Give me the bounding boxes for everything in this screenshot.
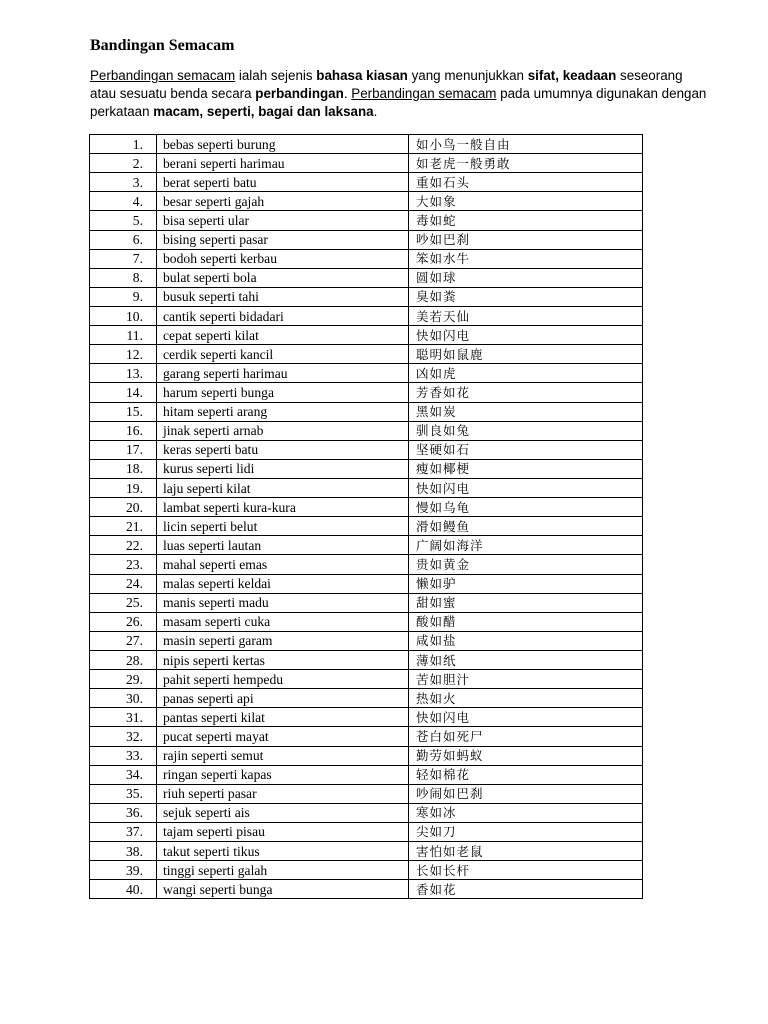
intro-text: . [373,104,378,119]
row-number: 39. [90,861,157,880]
table-row [90,631,643,650]
table-row [90,306,643,325]
chinese-phrase: 热如火 [409,689,643,708]
malay-phrase: pantas seperti kilat [157,708,409,727]
row-number: 22. [90,536,157,555]
table-row [90,402,643,421]
malay-phrase: cantik seperti bidadari [157,306,409,325]
table-row [90,612,643,631]
row-number: 4. [90,192,157,211]
malay-phrase: wangi seperti bunga [157,880,409,899]
intro-bold: macam, seperti, bagai dan laksana [153,104,374,119]
table-row [90,459,643,478]
table-row [90,708,643,727]
table-row [90,364,643,383]
malay-phrase: manis seperti madu [157,593,409,612]
table-row [90,784,643,803]
malay-phrase: busuk seperti tahi [157,287,409,306]
table-row [90,555,643,574]
chinese-phrase: 如老虎一般勇敢 [409,154,643,173]
chinese-phrase: 薄如纸 [409,650,643,669]
table-row [90,173,643,192]
table-row [90,498,643,517]
chinese-phrase: 酸如醋 [409,612,643,631]
malay-phrase: pahit seperti hempedu [157,670,409,689]
table-row [90,880,643,899]
row-number: 10. [90,306,157,325]
table-row [90,345,643,364]
row-number: 21. [90,517,157,536]
chinese-phrase: 毒如蛇 [409,211,643,230]
row-number: 17. [90,440,157,459]
row-number: 27. [90,631,157,650]
chinese-phrase: 快如闪电 [409,478,643,497]
simile-table [89,134,643,899]
row-number: 33. [90,746,157,765]
page-title: Bandingan Semacam [90,37,235,54]
row-number: 12. [90,345,157,364]
malay-phrase: cerdik seperti kancil [157,345,409,364]
row-number: 23. [90,555,157,574]
intro-paragraph [90,67,710,121]
chinese-phrase: 贵如黄金 [409,555,643,574]
table-row [90,861,643,880]
chinese-phrase: 重如石头 [409,173,643,192]
malay-phrase: masin seperti garam [157,631,409,650]
table-row [90,383,643,402]
row-number: 29. [90,670,157,689]
row-number: 13. [90,364,157,383]
table-row [90,192,643,211]
row-number: 11. [90,326,157,345]
malay-phrase: mahal seperti emas [157,555,409,574]
row-number: 28. [90,650,157,669]
malay-phrase: berat seperti batu [157,173,409,192]
row-number: 36. [90,803,157,822]
row-number: 31. [90,708,157,727]
intro-text: ialah sejenis [235,68,317,83]
malay-phrase: laju seperti kilat [157,478,409,497]
malay-phrase: tajam seperti pisau [157,822,409,841]
chinese-phrase: 吵如巴刹 [409,230,643,249]
malay-phrase: bisa seperti ular [157,211,409,230]
row-number: 18. [90,459,157,478]
malay-phrase: keras seperti batu [157,440,409,459]
row-number: 32. [90,727,157,746]
table-row [90,842,643,861]
chinese-phrase: 驯良如兔 [409,421,643,440]
malay-phrase: bising seperti pasar [157,230,409,249]
malay-phrase: harum seperti bunga [157,383,409,402]
chinese-phrase: 害怕如老鼠 [409,842,643,861]
table-row [90,536,643,555]
malay-phrase: garang seperti harimau [157,364,409,383]
chinese-phrase: 苍白如死尸 [409,727,643,746]
row-number: 15. [90,402,157,421]
table-row [90,593,643,612]
intro-text: pada umumnya digunakan dengan perkataan [90,86,707,119]
malay-phrase: lambat seperti kura-kura [157,498,409,517]
chinese-phrase: 瘦如椰梗 [409,459,643,478]
row-number: 6. [90,230,157,249]
intro-term: Perbandingan semacam [90,68,236,83]
row-number: 2. [90,154,157,173]
row-number: 37. [90,822,157,841]
table-row [90,326,643,345]
chinese-phrase: 尖如刀 [409,822,643,841]
table-row [90,765,643,784]
malay-phrase: bulat seperti bola [157,268,409,287]
row-number: 26. [90,612,157,631]
table-row [90,650,643,669]
chinese-phrase: 咸如盐 [409,631,643,650]
chinese-phrase: 笨如水牛 [409,249,643,268]
malay-phrase: ringan seperti kapas [157,765,409,784]
row-number: 3. [90,173,157,192]
table-row [90,822,643,841]
table-row [90,803,643,822]
malay-phrase: licin seperti belut [157,517,409,536]
table-row [90,440,643,459]
chinese-phrase: 吵闹如巴刹 [409,784,643,803]
chinese-phrase: 聪明如鼠鹿 [409,345,643,364]
malay-phrase: bodoh seperti kerbau [157,249,409,268]
table-row [90,135,643,154]
row-number: 24. [90,574,157,593]
row-number: 9. [90,287,157,306]
row-number: 38. [90,842,157,861]
table-row [90,517,643,536]
chinese-phrase: 懒如驴 [409,574,643,593]
table-row [90,746,643,765]
chinese-phrase: 香如花 [409,880,643,899]
intro-term: Perbandingan semacam [351,86,497,101]
chinese-phrase: 勤劳如蚂蚁 [409,746,643,765]
chinese-phrase: 芳香如花 [409,383,643,402]
row-number: 25. [90,593,157,612]
intro-text: seseorang atau sesuatu benda secara [90,68,683,101]
chinese-phrase: 美若天仙 [409,306,643,325]
row-number: 8. [90,268,157,287]
malay-phrase: masam seperti cuka [157,612,409,631]
chinese-phrase: 如小鸟一般自由 [409,135,643,154]
table-row [90,727,643,746]
chinese-phrase: 甜如蜜 [409,593,643,612]
malay-phrase: besar seperti gajah [157,192,409,211]
table-row [90,421,643,440]
chinese-phrase: 长如长杆 [409,861,643,880]
table-row [90,574,643,593]
malay-phrase: tinggi seperti galah [157,861,409,880]
row-number: 35. [90,784,157,803]
intro-bold: perbandingan [255,86,344,101]
chinese-phrase: 轻如棉花 [409,765,643,784]
row-number: 7. [90,249,157,268]
chinese-phrase: 滑如鳗鱼 [409,517,643,536]
malay-phrase: malas seperti keldai [157,574,409,593]
malay-phrase: panas seperti api [157,689,409,708]
table-row [90,689,643,708]
table-row [90,287,643,306]
malay-phrase: jinak seperti arnab [157,421,409,440]
chinese-phrase: 坚硬如石 [409,440,643,459]
chinese-phrase: 慢如乌龟 [409,498,643,517]
chinese-phrase: 凶如虎 [409,364,643,383]
table-row [90,249,643,268]
chinese-phrase: 快如闪电 [409,708,643,727]
chinese-phrase: 圆如球 [409,268,643,287]
table-row [90,670,643,689]
row-number: 30. [90,689,157,708]
malay-phrase: riuh seperti pasar [157,784,409,803]
table-row [90,230,643,249]
malay-phrase: bebas seperti burung [157,135,409,154]
chinese-phrase: 大如象 [409,192,643,211]
row-number: 16. [90,421,157,440]
malay-phrase: hitam seperti arang [157,402,409,421]
table-row [90,478,643,497]
intro-text: yang menunjukkan [407,68,528,83]
chinese-phrase: 黑如炭 [409,402,643,421]
row-number: 1. [90,135,157,154]
chinese-phrase: 快如闪电 [409,326,643,345]
malay-phrase: takut seperti tikus [157,842,409,861]
malay-phrase: sejuk seperti ais [157,803,409,822]
chinese-phrase: 臭如粪 [409,287,643,306]
intro-bold: bahasa kiasan [316,68,408,83]
chinese-phrase: 广阔如海洋 [409,536,643,555]
malay-phrase: kurus seperti lidi [157,459,409,478]
intro-text: . [343,86,352,101]
row-number: 20. [90,498,157,517]
row-number: 19. [90,478,157,497]
chinese-phrase: 寒如冰 [409,803,643,822]
malay-phrase: pucat seperti mayat [157,727,409,746]
malay-phrase: luas seperti lautan [157,536,409,555]
malay-phrase: nipis seperti kertas [157,650,409,669]
row-number: 34. [90,765,157,784]
row-number: 14. [90,383,157,402]
row-number: 5. [90,211,157,230]
intro-bold: sifat, keadaan [527,68,617,83]
table-row [90,268,643,287]
table-row [90,211,643,230]
row-number: 40. [90,880,157,899]
table-row [90,154,643,173]
chinese-phrase: 苦如胆汁 [409,670,643,689]
malay-phrase: rajin seperti semut [157,746,409,765]
malay-phrase: cepat seperti kilat [157,326,409,345]
malay-phrase: berani seperti harimau [157,154,409,173]
